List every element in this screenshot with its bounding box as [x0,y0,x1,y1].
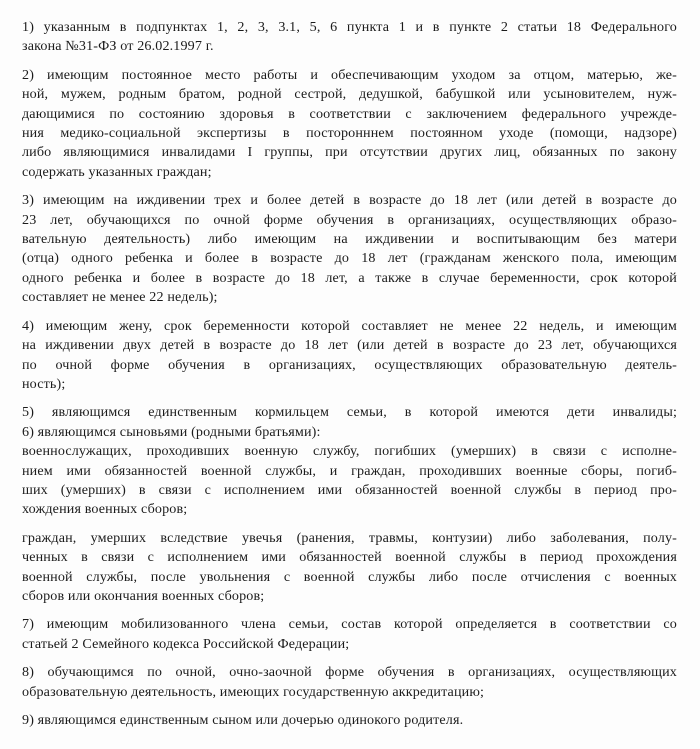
text-line: ной, мужем, родным братом, родной сестрой, дедушкой, бабушкой или усыновителем, нуж- [22,86,677,103]
text-line: 3) имеющим на иждивении трех и более детей в возрасте до 18 лет (или детей в возрасте до [22,192,677,209]
text-line: 8) обучающимся по очной, очно-заочной форме обучения в организациях, осуществляющих [22,664,677,681]
text-line: либо являющимися инвалидами I группы, при отсутствии других лиц, обязанных по закону [22,144,677,161]
paragraph-item-2 [22,66,677,182]
paragraph-item-7 [22,615,677,654]
paragraph-list [22,18,677,730]
text-line: (отца) одного ребенка и более в возрасте до 18 лет (гражданам женского пола, имеющим [22,250,677,267]
paragraph-item-8 [22,663,677,702]
paragraph-item-6-sub-a [22,442,677,520]
text-line: 23 лет, обучающихся по очной форме обучения в организациях, осуществляющих образо- [22,211,677,228]
text-line: статьей 2 Семейного кодекса Российской Федерации; [22,635,350,652]
text-line: на иждивении двух детей в возрасте до 18 лет (или детей в возрасте до 23 лет, обучающихся [22,337,677,354]
text-line: военнослужащих, проходивших военную службу, погибших (умерших) в связи с исполне- [22,443,677,460]
text-line: 7) имеющим мобилизованного члена семьи, состав которой определяется в соответствии со [22,616,677,633]
text-line: ния медико-социальной экспертизы в посторонннем постоянном уходе (помощи, надзоре) [22,125,677,142]
text-line: 5) являющимся единственным кормильцем семьи, в которой имеются дети инвалиды; [22,404,677,421]
text-line: ченных в связи с исполнением ими обязанностей военной службы в период прохождения [22,549,677,566]
text-line: 2) имеющим постоянное место работы и обеспечивающим уходом за отцом, матерью, же- [22,66,677,83]
text-line: нием ими обязанностей военной службы, и граждан, проходивших военные сборы, погиб- [22,462,677,479]
text-line: вательную деятельность) либо имеющим на иждивении и воспитывающим без матери [22,231,677,248]
paragraph-item-9 [22,711,677,730]
text-line: хождения военных сборов; [22,501,188,518]
paragraph-item-4 [22,317,677,395]
text-line: составляет не менее 22 недель); [22,289,218,306]
text-line: дающимися по состоянию здоровья в соответствии с заключением федерального учрежде- [22,105,677,122]
paragraph-item-6-sub-b [22,529,677,607]
text-line: образовательную деятельность, имеющих государственную аккредитацию; [22,683,485,700]
paragraph-item-3 [22,191,677,307]
text-line: ность); [22,375,66,392]
paragraph-item-1 [22,18,677,57]
paragraph-item-5-6 [22,403,677,442]
text-line: граждан, умерших вследствие увечья (ранения, травмы, контузии) либо заболевания, полу- [22,529,677,546]
text-line: 6) являющимся сыновьями (родными братьями): [22,423,321,440]
text-line: 4) имеющим жену, срок беременности которой составляет не менее 22 недель, и имеющим [22,317,677,334]
text-line: 1) указанным в подпунктах 1, 2, 3, 3.1, 5, 6 пункта 1 и в пункте 2 статьи 18 Федерального [22,19,677,35]
text-line: ших (умерших) в связи с исполнением ими обязанностей военной службы в период про- [22,481,677,498]
text-line: содержать указанных граждан; [22,163,212,180]
text-line: по очной форме обучения в организациях, осуществляющих образовательную деятель- [22,356,677,373]
text-line: сборов или окончания военных сборов; [22,587,265,604]
text-line: закона №31-ФЗ от 26.02.1997 г. [22,38,214,55]
text-line: 9) являющимся единственным сыном или дочерью одинокого родителя. [22,712,464,728]
text-line: одного ребенка и более в возрасте до 18 лет, а также в случае беременности, срок которой [22,269,677,286]
text-line: военной службы, после увольнения с военной службы либо после отчисления с военных [22,568,677,585]
